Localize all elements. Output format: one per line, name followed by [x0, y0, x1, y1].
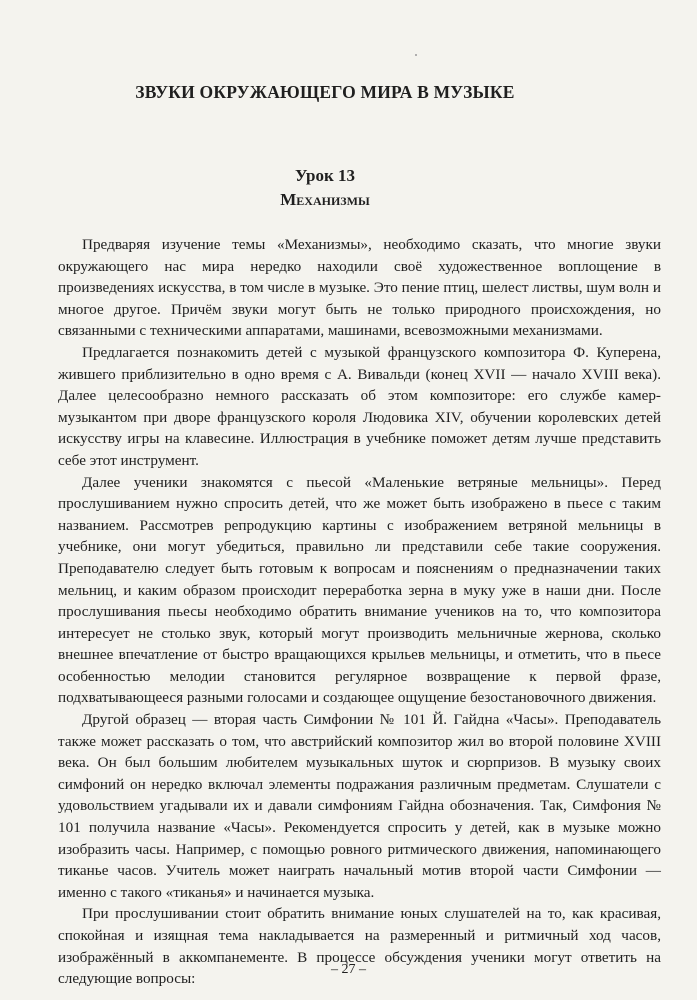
lesson-heading [0, 164, 650, 212]
page-number: – 27 – [331, 962, 366, 977]
paragraph-2: Предлагается познакомить детей с музыкой французского композитора Ф. Куперена, жившего приблизительно в одно время с А. Вивальди (конец XVII — начало XVIII века). Далее целесообразно немного рассказать об этом композиторе: его службе камер-музыкантом при дворе французского короля Людовика XIV, обучении королевских детей искусству игры на клавесине. Иллюстрация в учебнике поможет детям лучше представить себе этот инструмент. [58, 343, 661, 469]
paragraph-3: Далее ученики знакомятся с пьесой «Маленькие ветряные мельницы». Перед прослушиванием нужно спросить детей, что же может быть изображено в пьесе с таким названием. Рассмотрев репродукцию картины с изображением ветряной мельницы в учебнике, они могут убедиться, правильно ли представили себе такие сооружения. Преподавателю следует быть готовым к вопросам и пояснениям о предназначении таких мельниц, и каким образом происходит переработка зерна в муку уже в наши дни. После прослушивания пьесы необходимо обратить внимание учеников на то, что композитора интересует не столько звук, который могут производить мельничные жернова, сколько внешнее впечатление от быстро вращающихся крыльев мельницы, и отметить, что в пьесе особенностью мелодии становится регулярное возвращение к первой фразе, подхватывающееся разными голосами и создающее ощущение безостановочного движения. [58, 473, 661, 707]
scan-speck [415, 54, 417, 56]
paragraph-5: При прослушивании стоит обратить внимание юных слушателей на то, как красивая, спокойная и изящная тема накладывается на размеренный и ритмичный ход часов, изображённый в аккомпанементе. В процессе обсуждения ученики могут ответить на следующие вопросы: [58, 905, 661, 988]
lesson-number: Урок 13 [294, 166, 356, 185]
section-title: ЗВУКИ ОКРУЖАЮЩЕГО МИРА В МУЗЫКЕ [135, 82, 515, 102]
paragraph-1: Предваряя изучение темы «Механизмы», необходимо сказать, что многие звуки окружающего нас мира нередко находили своё художественное воплощение в произведениях искусства, в том числе в музыке. Это пение птиц, шелест листвы, шум волн и многое другое. Причём звуки могут быть не только природного происхождения, но связанными с техническими аппаратами, машинами, всевозможными механизмами. [58, 236, 661, 340]
paragraph-4: Другой образец — вторая часть Симфонии № 101 Й. Гайдна «Часы». Преподаватель также может рассказать о том, что австрийский композитор жил во второй половине XVIII века. Он был большим любителем музыкальных шуток и сюрпризов. В музыку своих симфоний он нередко включал элементы подражания различным предметам. Слушатели с удовольствием угадывали их и давали симфониям Гайдна обозначения. Так, Симфония № 101 получила название «Часы». Рекомендуется спросить у детей, как в музыке можно изобразить часы. Например, с помощью ровного ритмического движения, напоминающего тиканье часов. Учитель может наиграть начальный мотив второй части Симфонии — именно с такого «тиканья» и начинается музыка. [58, 711, 661, 901]
body-text [58, 234, 661, 990]
lesson-topic: Механизмы [280, 190, 370, 209]
